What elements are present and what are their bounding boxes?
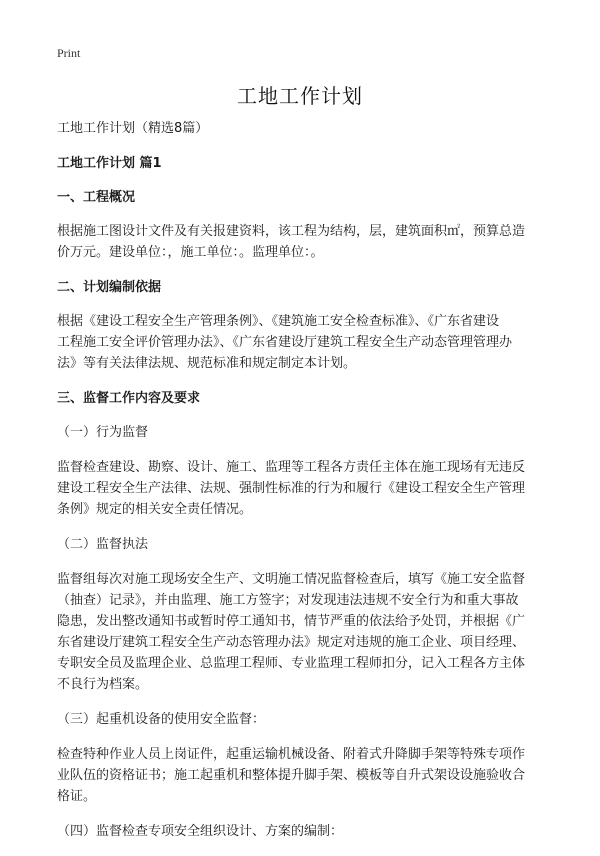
section-heading-overview: 一、工程概况 xyxy=(57,190,136,205)
document-body xyxy=(57,118,547,856)
subsection-heading-crane: （三）起重机设备的使用安全监督： xyxy=(57,712,266,727)
paragraph-line: 东省建设厅建筑工程安全生产动态管理办法》规定对违规的施工企业、项目经理、 xyxy=(57,635,526,650)
paragraph-line: 条例》规定的相关安全责任情况。 xyxy=(57,502,253,517)
paragraph-line: 不良行为档案。 xyxy=(57,677,149,692)
paragraph-enforcement xyxy=(57,569,547,695)
paragraph-line: 检查特种作业人员上岗证件，起重运输机械设备、附着式升降脚手架等特殊专项作 xyxy=(57,747,526,762)
paragraph-line: （抽查）记录》，并由监理、施工方签字；对发现违法违规不安全行为和重大事故 xyxy=(57,593,519,608)
paragraph-line: 业队伍的资格证书；施工起重机和整体提升脚手架、模板等自升式架设设施验收合 xyxy=(57,768,526,783)
paragraph-line: 专职安全员及监理企业、总监理工程师、专业监理工程师扣分，记入工程各方主体 xyxy=(57,656,526,671)
part-title: 工地工作计划 篇1 xyxy=(57,156,162,171)
subsection-heading-special-plan: （四）监督检查专项安全组织设计、方案的编制： xyxy=(57,824,344,839)
subsection-heading-behavior: （一）行为监督 xyxy=(57,425,149,440)
paragraph-overview xyxy=(57,221,547,263)
paragraph-line: 法》等有关法律法规、规范标准和规定制定本计划。 xyxy=(57,356,357,371)
paragraph-line: 根据《建设工程安全生产管理条例》、《建筑施工安全检查标准》、《广东省建设 xyxy=(57,314,500,329)
section-heading-supervision: 三、监督工作内容及要求 xyxy=(57,391,201,406)
subsection-heading-enforcement: （二）监督执法 xyxy=(57,537,149,552)
section-heading-basis: 二、计划编制依据 xyxy=(57,280,162,295)
page-title: 工地工作计划 xyxy=(237,84,363,108)
paragraph-line: 工程施工安全评价管理办法》、《广东省建设厅建筑工程安全生产动态管理管理办 xyxy=(57,335,513,350)
document-subtitle: 工地工作计划（精选8篇） xyxy=(57,121,209,136)
paragraph-behavior xyxy=(57,457,547,520)
paragraph-line: 隐患，发出整改通知书或暂时停工通知书，情节严重的依法给予处罚，并根据《广 xyxy=(57,614,526,629)
paragraph-crane xyxy=(57,744,547,807)
print-link[interactable]: Print xyxy=(57,46,81,60)
paragraph-line: 价万元。建设单位：，施工单位：。监理单位：。 xyxy=(57,245,324,260)
paragraph-line: 监督检查建设、勘察、设计、施工、监理等工程各方责任主体在施工现场有无违反 xyxy=(57,460,526,475)
paragraph-line: 建设工程安全生产法律、法规、强制性标准的行为和履行《建设工程安全生产管理 xyxy=(57,481,526,496)
paragraph-line: 监督组每次对施工现场安全生产、文明施工情况监督检查后，填写《施工安全监督 xyxy=(57,572,526,587)
paragraph-line: 根据施工图设计文件及有关报建资料，该工程为结构，层，建筑面积㎡，预算总造 xyxy=(57,224,526,239)
paragraph-basis xyxy=(57,311,547,374)
paragraph-line: 格证。 xyxy=(57,789,97,804)
